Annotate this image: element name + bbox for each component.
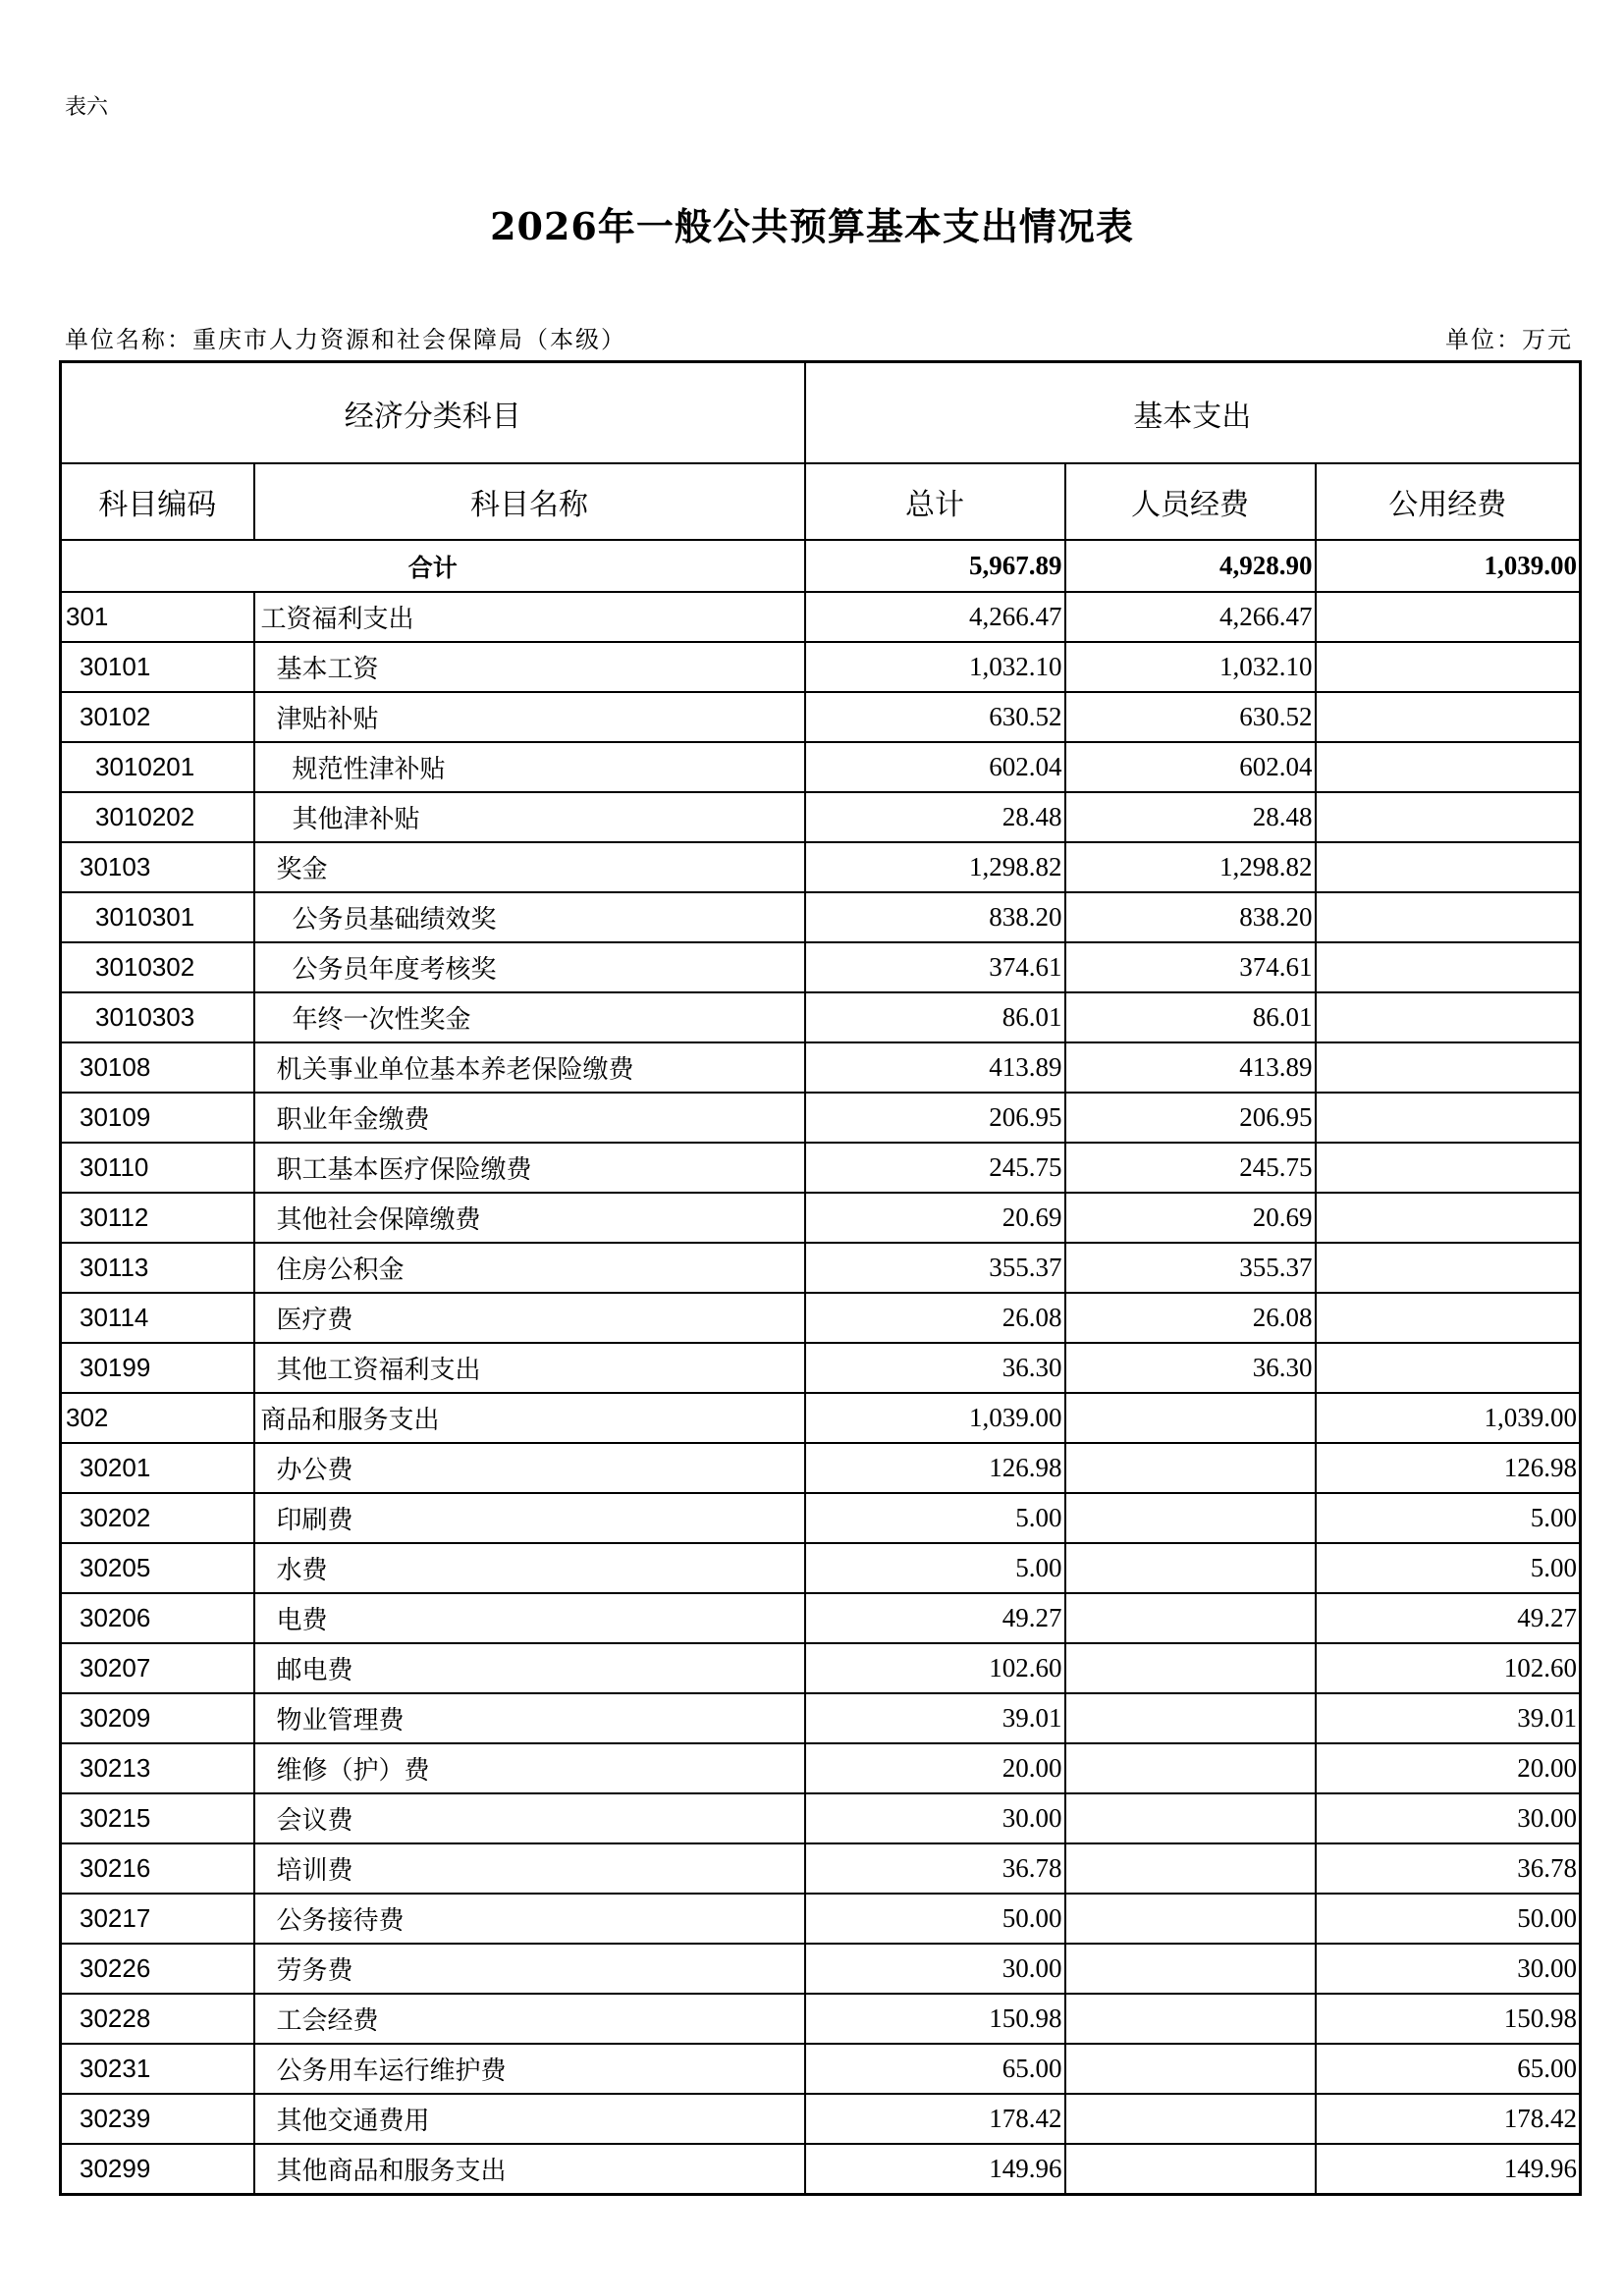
subject-code-cell: 30213 (61, 1743, 254, 1793)
table-row (61, 842, 1581, 892)
subject-code-cell: 301 (61, 592, 254, 642)
subject-name-cell: 住房公积金 (254, 1243, 805, 1293)
total-cell: 65.00 (805, 2044, 1065, 2094)
table-row (61, 1042, 1581, 1093)
total-cell: 49.27 (805, 1593, 1065, 1643)
subject-name-cell: 劳务费 (254, 1944, 805, 1994)
public-cell (1316, 742, 1581, 792)
public-cell (1316, 1293, 1581, 1343)
subject-code-cell: 30215 (61, 1793, 254, 1843)
public-cell: 102.60 (1316, 1643, 1581, 1693)
personnel-cell: 355.37 (1065, 1243, 1316, 1293)
total-cell: 4,266.47 (805, 592, 1065, 642)
personnel-cell: 838.20 (1065, 892, 1316, 942)
subject-code-cell: 3010303 (61, 992, 254, 1042)
subject-code-cell: 30217 (61, 1894, 254, 1944)
table-row (61, 1693, 1581, 1743)
total-row (61, 540, 1581, 592)
header-subject-code: 科目编码 (61, 463, 254, 540)
total-cell: 150.98 (805, 1994, 1065, 2044)
subject-name-cell: 维修（护）费 (254, 1743, 805, 1793)
subject-name-cell: 公务用车运行维护费 (254, 2044, 805, 2094)
subject-code-cell: 302 (61, 1393, 254, 1443)
table-row (61, 1393, 1581, 1443)
table-row (61, 2094, 1581, 2144)
total-cell: 39.01 (805, 1693, 1065, 1743)
page-title: 2026年一般公共预算基本支出情况表 (490, 204, 1134, 248)
subject-code-cell: 30110 (61, 1143, 254, 1193)
subject-code-cell: 30206 (61, 1593, 254, 1643)
subject-name-cell: 印刷费 (254, 1493, 805, 1543)
total-cell: 1,039.00 (805, 1393, 1065, 1443)
personnel-cell: 86.01 (1065, 992, 1316, 1042)
personnel-cell (1065, 1743, 1316, 1793)
public-cell: 30.00 (1316, 1944, 1581, 1994)
table-row (61, 642, 1581, 692)
public-cell: 5.00 (1316, 1493, 1581, 1543)
total-cell: 374.61 (805, 942, 1065, 992)
personnel-cell: 245.75 (1065, 1143, 1316, 1193)
subject-code-cell: 3010302 (61, 942, 254, 992)
total-personnel: 4,928.90 (1065, 540, 1316, 592)
personnel-cell (1065, 1593, 1316, 1643)
budget-table (59, 360, 1582, 2196)
header-basic-expenditure: 基本支出 (805, 362, 1581, 464)
public-cell (1316, 1243, 1581, 1293)
subject-name-cell: 医疗费 (254, 1293, 805, 1343)
subject-name-cell: 奖金 (254, 842, 805, 892)
subject-name-cell: 培训费 (254, 1843, 805, 1894)
total-cell: 206.95 (805, 1093, 1065, 1143)
total-cell: 1,298.82 (805, 842, 1065, 892)
personnel-cell (1065, 2144, 1316, 2195)
subject-name-cell: 物业管理费 (254, 1693, 805, 1743)
personnel-cell (1065, 1493, 1316, 1543)
personnel-cell: 1,032.10 (1065, 642, 1316, 692)
subject-name-cell: 其他社会保障缴费 (254, 1193, 805, 1243)
table-row (61, 2144, 1581, 2195)
subject-code-cell: 3010301 (61, 892, 254, 942)
personnel-cell: 602.04 (1065, 742, 1316, 792)
total-cell: 413.89 (805, 1042, 1065, 1093)
public-cell (1316, 842, 1581, 892)
total-cell: 30.00 (805, 1793, 1065, 1843)
personnel-cell (1065, 1994, 1316, 2044)
personnel-cell (1065, 1693, 1316, 1743)
subject-code-cell: 30108 (61, 1042, 254, 1093)
table-row (61, 1593, 1581, 1643)
table-row (61, 1143, 1581, 1193)
subject-name-cell: 公务员年度考核奖 (254, 942, 805, 992)
subject-name-cell: 公务员基础绩效奖 (254, 892, 805, 942)
public-cell: 150.98 (1316, 1994, 1581, 2044)
table-row (61, 592, 1581, 642)
total-cell: 838.20 (805, 892, 1065, 942)
public-cell: 5.00 (1316, 1543, 1581, 1593)
personnel-cell: 630.52 (1065, 692, 1316, 742)
table-row (61, 1944, 1581, 1994)
public-cell: 36.78 (1316, 1843, 1581, 1894)
table-body (61, 540, 1581, 2195)
subject-name-cell: 职工基本医疗保险缴费 (254, 1143, 805, 1193)
subject-code-cell: 30207 (61, 1643, 254, 1693)
public-cell: 149.96 (1316, 2144, 1581, 2195)
subject-code-cell: 30199 (61, 1343, 254, 1393)
header-econ-classification: 经济分类科目 (61, 362, 805, 464)
public-cell: 65.00 (1316, 2044, 1581, 2094)
public-cell (1316, 642, 1581, 692)
personnel-cell: 4,266.47 (1065, 592, 1316, 642)
table-row (61, 1343, 1581, 1393)
total-cell: 5.00 (805, 1543, 1065, 1593)
subject-name-cell: 工会经费 (254, 1994, 805, 2044)
table-row (61, 1493, 1581, 1543)
personnel-cell (1065, 1393, 1316, 1443)
public-cell (1316, 1343, 1581, 1393)
table-row (61, 1093, 1581, 1143)
total-label: 合计 (61, 540, 805, 592)
unit-name: 单位名称：重庆市人力资源和社会保障局（本级） (65, 326, 626, 353)
table-row (61, 1193, 1581, 1243)
header-group-row (61, 362, 1581, 464)
subject-name-cell: 其他商品和服务支出 (254, 2144, 805, 2195)
total-cell: 20.00 (805, 1743, 1065, 1793)
subject-name-cell: 职业年金缴费 (254, 1093, 805, 1143)
personnel-cell: 1,298.82 (1065, 842, 1316, 892)
public-cell (1316, 692, 1581, 742)
subject-name-cell: 商品和服务支出 (254, 1393, 805, 1443)
subject-code-cell: 30101 (61, 642, 254, 692)
public-cell (1316, 892, 1581, 942)
public-cell (1316, 1042, 1581, 1093)
subject-name-cell: 电费 (254, 1593, 805, 1643)
total-sum: 5,967.89 (805, 540, 1065, 592)
subject-name-cell: 水费 (254, 1543, 805, 1593)
public-cell (1316, 942, 1581, 992)
subject-code-cell: 30216 (61, 1843, 254, 1894)
subject-code-cell: 30202 (61, 1493, 254, 1543)
total-cell: 1,032.10 (805, 642, 1065, 692)
personnel-cell (1065, 1944, 1316, 1994)
total-cell: 36.30 (805, 1343, 1065, 1393)
table-row (61, 992, 1581, 1042)
total-cell: 149.96 (805, 2144, 1065, 2195)
subject-name-cell: 基本工资 (254, 642, 805, 692)
total-cell: 26.08 (805, 1293, 1065, 1343)
total-cell: 20.69 (805, 1193, 1065, 1243)
total-cell: 602.04 (805, 742, 1065, 792)
header-personnel: 人员经费 (1065, 463, 1316, 540)
subject-code-cell: 30209 (61, 1693, 254, 1743)
subject-code-cell: 3010201 (61, 742, 254, 792)
subject-code-cell: 30239 (61, 2094, 254, 2144)
personnel-cell: 413.89 (1065, 1042, 1316, 1093)
total-cell: 36.78 (805, 1843, 1065, 1894)
table-row (61, 1894, 1581, 1944)
total-cell: 28.48 (805, 792, 1065, 842)
table-row (61, 742, 1581, 792)
table-row (61, 1743, 1581, 1793)
table-row (61, 792, 1581, 842)
total-cell: 126.98 (805, 1443, 1065, 1493)
personnel-cell (1065, 1443, 1316, 1493)
subject-code-cell: 30201 (61, 1443, 254, 1493)
personnel-cell: 206.95 (1065, 1093, 1316, 1143)
personnel-cell: 28.48 (1065, 792, 1316, 842)
subject-code-cell: 30299 (61, 2144, 254, 2195)
total-cell: 245.75 (805, 1143, 1065, 1193)
subject-code-cell: 30231 (61, 2044, 254, 2094)
table-row (61, 1443, 1581, 1493)
total-cell: 355.37 (805, 1243, 1065, 1293)
subject-name-cell: 邮电费 (254, 1643, 805, 1693)
public-cell: 178.42 (1316, 2094, 1581, 2144)
subject-name-cell: 其他津补贴 (254, 792, 805, 842)
header-total: 总计 (805, 463, 1065, 540)
subject-code-cell: 30114 (61, 1293, 254, 1343)
table-row (61, 942, 1581, 992)
public-cell (1316, 1143, 1581, 1193)
personnel-cell: 26.08 (1065, 1293, 1316, 1343)
personnel-cell (1065, 1543, 1316, 1593)
subject-name-cell: 工资福利支出 (254, 592, 805, 642)
subject-code-cell: 30103 (61, 842, 254, 892)
table-row (61, 692, 1581, 742)
total-cell: 30.00 (805, 1944, 1065, 1994)
table-row (61, 2044, 1581, 2094)
personnel-cell (1065, 2044, 1316, 2094)
subject-name-cell: 会议费 (254, 1793, 805, 1843)
total-cell: 86.01 (805, 992, 1065, 1042)
total-cell: 102.60 (805, 1643, 1065, 1693)
personnel-cell (1065, 2094, 1316, 2144)
header-public: 公用经费 (1316, 463, 1581, 540)
subject-code-cell: 30113 (61, 1243, 254, 1293)
public-cell (1316, 592, 1581, 642)
personnel-cell: 374.61 (1065, 942, 1316, 992)
subject-code-cell: 3010202 (61, 792, 254, 842)
subject-code-cell: 30102 (61, 692, 254, 742)
table-row (61, 1643, 1581, 1693)
public-cell (1316, 992, 1581, 1042)
subject-name-cell: 办公费 (254, 1443, 805, 1493)
total-cell: 5.00 (805, 1493, 1065, 1543)
subject-code-cell: 30228 (61, 1994, 254, 2044)
subject-code-cell: 30205 (61, 1543, 254, 1593)
subject-name-cell: 津贴补贴 (254, 692, 805, 742)
personnel-cell: 20.69 (1065, 1193, 1316, 1243)
personnel-cell (1065, 1793, 1316, 1843)
table-row (61, 1243, 1581, 1293)
subject-name-cell: 机关事业单位基本养老保险缴费 (254, 1042, 805, 1093)
table-row (61, 892, 1581, 942)
subject-name-cell: 年终一次性奖金 (254, 992, 805, 1042)
subject-name-cell: 其他工资福利支出 (254, 1343, 805, 1393)
personnel-cell (1065, 1643, 1316, 1693)
table-row (61, 1994, 1581, 2044)
personnel-cell: 36.30 (1065, 1343, 1316, 1393)
table-row (61, 1543, 1581, 1593)
header-subject-name: 科目名称 (254, 463, 805, 540)
subject-name-cell: 规范性津补贴 (254, 742, 805, 792)
table-number: 表六 (65, 95, 109, 120)
header-column-row (61, 463, 1581, 540)
table-row (61, 1793, 1581, 1843)
subject-code-cell: 30112 (61, 1193, 254, 1243)
table-row (61, 1843, 1581, 1894)
public-cell: 39.01 (1316, 1693, 1581, 1743)
public-cell (1316, 792, 1581, 842)
subject-code-cell: 30109 (61, 1093, 254, 1143)
personnel-cell (1065, 1843, 1316, 1894)
public-cell: 20.00 (1316, 1743, 1581, 1793)
subject-name-cell: 其他交通费用 (254, 2094, 805, 2144)
public-cell: 49.27 (1316, 1593, 1581, 1643)
public-cell (1316, 1093, 1581, 1143)
public-cell: 50.00 (1316, 1894, 1581, 1944)
total-public: 1,039.00 (1316, 540, 1581, 592)
total-cell: 630.52 (805, 692, 1065, 742)
public-cell (1316, 1193, 1581, 1243)
personnel-cell (1065, 1894, 1316, 1944)
table-row (61, 1293, 1581, 1343)
total-cell: 178.42 (805, 2094, 1065, 2144)
public-cell: 1,039.00 (1316, 1393, 1581, 1443)
subject-code-cell: 30226 (61, 1944, 254, 1994)
unit-label: 单位：万元 (1445, 326, 1573, 353)
public-cell: 30.00 (1316, 1793, 1581, 1843)
public-cell: 126.98 (1316, 1443, 1581, 1493)
total-cell: 50.00 (805, 1894, 1065, 1944)
subject-name-cell: 公务接待费 (254, 1894, 805, 1944)
